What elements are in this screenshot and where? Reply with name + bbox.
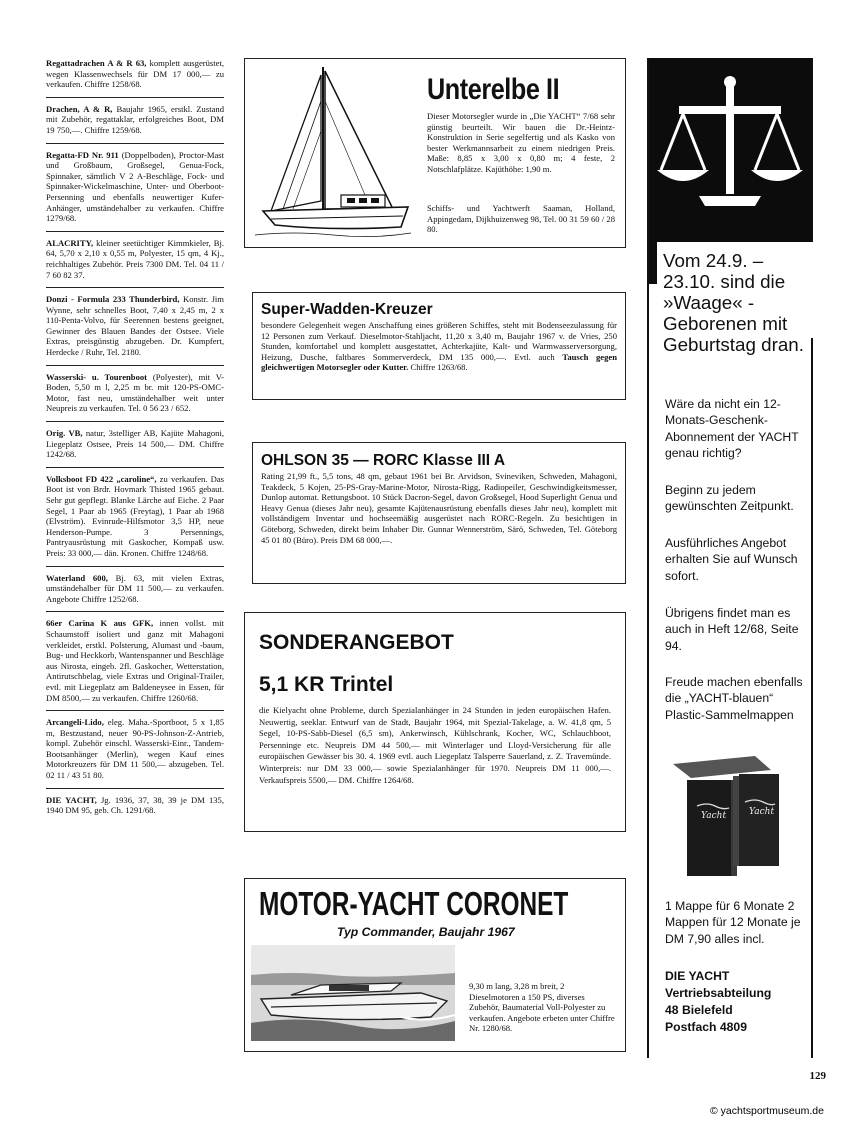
ad-body: komplett ausgerüstet, wegen Klassenwechsels für DM 17 000,— zu verkaufen. Chiffre 1258/68. <box>46 58 224 90</box>
ad-body: zu verkaufen. Das Boot ist von Brdr. Hovmark Thisted 1965 gebaut. Sehr gut gepflegt. Blanke Lärche auf Eiche. 2 Paar Segel, 1 Paar ab 1965 (Freytag), 1 Paar ab 1968 (Elvström). Evinrude-Hilfsmotor 3,5 HP, neue Henderson-Pumpe. 3 Persennings, Pantryausrüstung mit Gaskocher, Kompaß usw. Preis: 33 000,— dän. Kronen. Chiffre 1248/68. <box>46 473 224 558</box>
ad-heading: Volksboot FD 422 „caroline“, <box>46 473 157 484</box>
wadden-text: besondere Gelegenheit wegen Anschaffung eines größeren Schiffes, steht mit Bodenseezulassung für 12 Personen zum Verkauf. Dieselmotor-Stahljacht, 11,20 x 3,40 m, Baujahr 1967 v. de Vries, 250 Stunden, komfortabel und komplett ausgestattet, Achterkajüte, Kalt- und Warmwasserversorgung, Heizung, Dusche, faltbares Sommerverdeck, DM 135 000,—. Evtl. auch <box>261 320 617 362</box>
waage-p4: Übrigens findet man es auch in Heft 12/68, Seite 94. <box>665 606 799 653</box>
classified-ad <box>46 474 224 567</box>
classified-ad <box>46 238 224 288</box>
wadden-title: Super-Wadden-Kreuzer <box>261 301 433 318</box>
ad-body: Jg. 1936, 37, 38, 39 je DM 135, 1940 DM 95, geb. Ch. 1291/68. <box>46 794 224 816</box>
ohlson-body: Rating 21,99 ft., 5,5 tons, 48 qm, gebaut 1961 bei Br. Arvidson, Svineviken, Schweden, Mahagoni, Teakdeck, 5 Kojen, 25-PS-Gray-Marine-Motor, Nirosta-Rigg, Radiopeiler, Geschwindigkeitsmesser, Dunlop automat. Rettungsboot. 10 Stück Dacron-Segel, davon Großsegel, Hood Superlight Genua und Heavy Genua (dieses Jahr neu), gesamte Kajütenausrüstung ebenfalls dieses Jahr neu), komplett mit vollständigem Inventar und hochseemäßig ausgerüstet nach RORC-Regeln. Zu besichtigen in Göteborg, Schweden, direkt beim Inhaber Dir. Gunnar Wennerström, Särö, Schweden, Tel. Göteborg 45 01 80 (Büro). Preis DM 68 000,—. <box>261 471 617 545</box>
motor-yacht-photo <box>251 945 455 1041</box>
classified-ad <box>46 795 224 823</box>
sailboat-illustration <box>253 61 413 247</box>
unterelbe-body: Dieser Motorsegler wurde in „Die YACHT“ 7/68 sehr günstig beurteilt. Wir bauen die Dr.-Heintz-Konstruktion in Serie segelfertig und als Kasko von bester Werkmannsarbeit zu einem niedrigen Preis. Maße: 8,85 x 3,00 x 0,80 m; 4 feste, 2 Notschlafplätze. Kajüthöhe: 1,90 m. <box>427 111 615 174</box>
ad-body: Baujahr 1965, erstkl. Zustand mit Zubehör, regattaklar, erfolgreiches Boot, DM 19 750,—. Chiffre 1259/68. <box>46 103 224 135</box>
ad-heading: ALACRITY, <box>46 237 94 248</box>
folder-label: Yacht <box>749 807 775 817</box>
sonderangebot-ad <box>244 612 626 832</box>
waage-p6: 1 Mappe für 6 Monate 2 Mappen für 12 Monate je DM 7,90 alles incl. <box>665 899 801 946</box>
ad-heading: Donzi - Formula 233 Thunderbird, <box>46 294 180 305</box>
ad-heading: Orig. VB, <box>46 428 83 439</box>
classified-column <box>46 58 224 829</box>
watermark-credit: © yachtsportmuseum.de <box>710 1105 824 1117</box>
wadden-body <box>261 320 617 373</box>
classified-ad <box>46 573 224 613</box>
sonder-body: die Kielyacht ohne Probleme, durch Spezialanhänger in 24 Stunden in jeden europäischen Hafen. Neuwertig, seeklar. Entwurf van de Stadt, Baujahr 1964, mit Spezial-Takelage, a. W. 41,8 qm, 5 Segel, 10-PS-Sabb-Diesel (6,5 sm), Ankerwinsch, Kühlschrank, Kocher, WC, Schlauchboot, Persenninge etc. Neupreis DM 44 500,— mit Winterlager und Lloyd-Versicherung für alle europäischen Gewässer bis 30. 4. 1969 evtl. auch Liegeplatz Talsperre Sauerland, z. Z. Travemünde. Winterpreis: nur DM 33 000,— sowie Spezialanhänger für 1970. Neupreis DM 11 000,—. Verkaufspreis 5500,— DM. Chiffre 1264/68. <box>259 705 611 785</box>
classified-ad <box>46 150 224 232</box>
waage-addr3: 48 Bielefeld <box>665 1003 733 1017</box>
waage-ad <box>647 58 813 1058</box>
folder-label: Yacht <box>701 811 727 821</box>
ad-heading: Regatta-FD Nr. 911 <box>46 149 119 160</box>
classified-ad <box>46 717 224 789</box>
classified-ad <box>46 618 224 711</box>
wadden-bold-tail: Tausch gegen gleichwertigen Motorsegler oder Kutter. <box>261 351 618 373</box>
ohlson-title: OHLSON 35 — RORC Klasse III A <box>261 452 506 469</box>
ad-heading: DIE YACHT, <box>46 794 97 805</box>
waage-p3: Ausführliches Angebot erhalten Sie auf Wunsch sofort. <box>665 536 798 583</box>
wadden-ad <box>252 292 626 400</box>
classified-ad <box>46 294 224 366</box>
ohlson-ad <box>252 442 626 584</box>
ad-body: natur, 3stelliger AB, Kajüte Mahagoni, Liegeplatz Ostsee, Preis 14 500,— DM. Chiffre 1242/68. <box>46 428 224 460</box>
ad-heading: Regattadrachen A & R 63, <box>46 58 147 68</box>
coronet-subtitle: Typ Commander, Baujahr 1967 <box>337 925 515 939</box>
ad-heading: 66er Carina K aus GFK, <box>46 618 154 629</box>
ad-heading: Wasserski- u. Tourenboot <box>46 371 148 382</box>
classified-ad <box>46 428 224 468</box>
waage-addr4: Postfach 4809 <box>665 1020 747 1034</box>
classified-ad <box>46 372 224 422</box>
coronet-title: MOTOR-YACHT CORONET <box>259 885 569 922</box>
ad-heading: Waterland 600, <box>46 572 108 583</box>
ad-body: (Doppelboden), Proctor-Mast und Großbaum, Großsegel, Genua-Fock, Spinnaker, sämtlich V 2 A-Beschläge, Fock- und Spinnaker-Wickelmaschine, Unter- und Oberboot-Persenning und ebenfalls neuwertiger Kufer-Anhänger, umständehalber zu verkaufen. Chiffre 1279/68. <box>46 149 225 224</box>
ad-body: innen vollst. mit Schaumstoff isoliert und ganz mit Mahagoni verkleidet, erstkl. Polsterung, Alumast und -baum, Bug- und Heckkorb, Wantenspanner und Beschläge aus Nirosta, eingeb. 2fl. Gaskocher, Wetterstation, Antirutschbelag, viele Extras und Original-Trailer, evtl. mit Liegeplatz am Baldeneysee in Essen, für DM 8500,— zu verkaufen. Chiffre 1260/68. <box>46 618 224 703</box>
waage-p2: Beginn zu jedem gewünschten Zeitpunkt. <box>665 483 794 514</box>
ad-body: eleg. Maha.-Sportboot, 5 x 1,85 m, Bestzustand, neuer 90-PS-Johnson-Z-Antrieb, kompl. Zubehör einschl. Wasserski-Einr., Tandem-Bootsanhänger (Merlin), wegen Kauf eines Motorkreuzers für DM 11 500,— abzugeben. Tel. 02 11 / 43 51 80. <box>46 717 224 781</box>
wadden-chiffre: Chiffre 1263/68. <box>410 362 468 373</box>
sonder-subtitle: 5,1 KR Trintel <box>259 673 394 696</box>
classified-ad <box>46 58 224 98</box>
classified-ad <box>46 104 224 144</box>
sonder-title: SONDERANGEBOT <box>259 631 454 654</box>
unterelbe-title: Unterelbe II <box>427 73 560 106</box>
unterelbe-ad <box>244 58 626 248</box>
coronet-ad <box>244 878 626 1052</box>
ad-body: kleiner seetüchtiger Kimmkieler, Bj. 64, 5,70 x 2,10 x 0,55 m, Polyester, 15 qm, 4 Kj., reichhaltiges Zubehör. Preis 7300 DM. Tel. 04 11 / 7 60 82 37. <box>46 237 224 280</box>
waage-headline: Vom 24.9. – 23.10. sind die »Waage« - Geborenen mit Geburtstag dran. <box>657 242 817 338</box>
page-number: 129 <box>809 1070 826 1082</box>
ad-body: (Polyester), mit V-Boden, 5,50 m l, 2,25 m br. mit 120-PS-OMC-Motor, fast neu, umständehalber weit unter Neupreis zu verkaufen. Tel. 0 56 23 / 652. <box>46 371 224 414</box>
coronet-body: 9,30 m lang, 3,28 m breit, 2 Dieselmotoren a 150 PS, diverses Zubehör, Baumaterial Voll-Polyester zu verkaufen. Angebote erbeten unter Chiffre Nr. 1280/68. <box>469 981 615 1034</box>
ad-body: Bj. 63, mit vielen Extras, umständehalber für DM 11 500,— zu verkaufen. Angebote Chiffre 1252/68. <box>46 572 224 604</box>
ad-body: Konstr. Jim Wynne, sehr schnelles Boot, 7,40 x 2,45 m, 2 x 110-Penta-Volvo, für Seerennen bestens geeignet, Gewinner des Blauen Bandes der Ostsee. Viele Extras, preisgünstig abzugeben. Dr. Kumpfert, Herdecke / Ruhr, Tel. 2180. <box>46 294 224 358</box>
waage-addr1: DIE YACHT <box>665 969 730 983</box>
waage-p5: Freude machen ebenfalls die „YACHT-blauen“ Plastic-Sammelmappen <box>665 675 803 722</box>
binder-folders-image <box>667 746 787 886</box>
waage-addr2: Vertriebsabteilung <box>665 986 772 1000</box>
ad-heading: Arcangeli-Lido, <box>46 717 104 728</box>
unterelbe-contact: Schiffs- und Yachtwerft Saaman, Holland, Appingedam, Dijkhuizenweg 98, Tel. 00 31 59 60 / 28 80. <box>427 203 615 235</box>
waage-p1: Wäre da nicht ein 12-Monats-Geschenk-Abonnement der YACHT genau richtig? <box>665 397 799 461</box>
ad-heading: Drachen, A & R, <box>46 103 113 114</box>
